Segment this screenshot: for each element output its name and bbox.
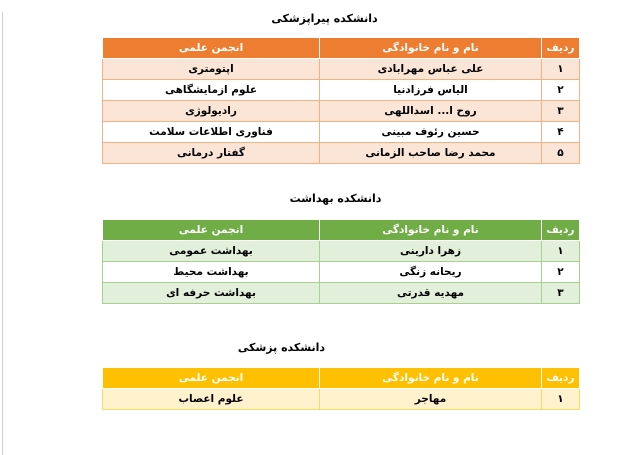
cell-association: رادیولوژی: [103, 101, 320, 122]
header-cell-association: انجمن علمی: [103, 220, 320, 241]
cell-full-name: روح ا... اسداللهی: [320, 101, 542, 122]
cell-row-number: ۴: [542, 122, 580, 143]
cell-full-name: مهاجر: [320, 389, 542, 410]
section-title: دانشکده پیراپزشکی: [271, 12, 378, 25]
document-page: [0, 12, 644, 455]
section-medical-faculty: [0, 341, 644, 410]
faculty-table: [102, 37, 580, 164]
table-row: [103, 101, 580, 122]
table-row: [103, 143, 580, 164]
document-content: [0, 12, 644, 410]
table-row: [103, 389, 580, 410]
section-health-faculty: [0, 192, 644, 304]
cell-association: بهداشت حرفه ای: [103, 283, 320, 304]
cell-row-number: ۳: [542, 283, 580, 304]
section-paramedical-faculty: [0, 12, 644, 164]
cell-full-name: حسین رئوف مبینی: [320, 122, 542, 143]
cell-association: بهداشت عمومی: [103, 241, 320, 262]
cell-full-name: ریحانه زنگی: [320, 262, 542, 283]
table-row: [103, 283, 580, 304]
cell-full-name: زهرا دارینی: [320, 241, 542, 262]
header-cell-full-name: نام و نام خانوادگی: [320, 38, 542, 59]
cell-row-number: ۳: [542, 101, 580, 122]
cell-row-number: ۱: [542, 389, 580, 410]
header-cell-full-name: نام و نام خانوادگی: [320, 220, 542, 241]
table-header-row: [103, 368, 580, 389]
table-row: [103, 122, 580, 143]
cell-full-name: محمد رضا صاحب الزمانی: [320, 143, 542, 164]
cell-full-name: مهدیه قدرتی: [320, 283, 542, 304]
cell-association: بهداشت محیط: [103, 262, 320, 283]
cell-full-name: علی عباس مهرابادی: [320, 59, 542, 80]
cell-full-name: الیاس فرزادنیا: [320, 80, 542, 101]
cell-association: علوم اعصاب: [103, 389, 320, 410]
cell-row-number: ۱: [542, 241, 580, 262]
cell-row-number: ۱: [542, 59, 580, 80]
cell-row-number: ۲: [542, 262, 580, 283]
cell-association: گفتار درمانی: [103, 143, 320, 164]
table-row: [103, 59, 580, 80]
table-row: [103, 262, 580, 283]
header-cell-association: انجمن علمی: [103, 38, 320, 59]
header-cell-row-number: ردیف: [542, 38, 580, 59]
section-title: دانشکده پزشکی: [237, 341, 326, 354]
header-cell-full-name: نام و نام خانوادگی: [320, 368, 542, 389]
cell-association: علوم ازمایشگاهی: [103, 80, 320, 101]
faculty-table: [102, 367, 580, 410]
header-cell-row-number: ردیف: [542, 220, 580, 241]
table-header-row: [103, 38, 580, 59]
header-cell-row-number: ردیف: [542, 368, 580, 389]
cell-association: اپتومتری: [103, 59, 320, 80]
faculty-table: [102, 219, 580, 304]
cell-association: فناوری اطلاعات سلامت: [103, 122, 320, 143]
table-row: [103, 241, 580, 262]
cell-row-number: ۲: [542, 80, 580, 101]
table-row: [103, 80, 580, 101]
cell-row-number: ۵: [542, 143, 580, 164]
section-title: دانشکده بهداشت: [289, 192, 382, 205]
header-cell-association: انجمن علمی: [103, 368, 320, 389]
table-header-row: [103, 220, 580, 241]
